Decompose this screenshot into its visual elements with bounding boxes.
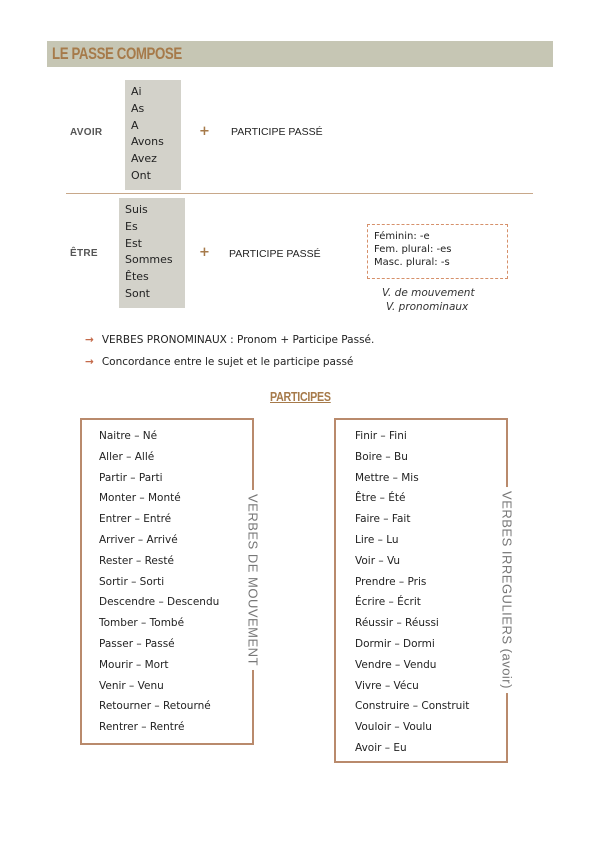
list-item: Écrire – Écrit — [355, 596, 421, 609]
note-mouvement: V. de mouvement — [382, 287, 475, 299]
list-item: Sortir – Sorti — [99, 575, 165, 588]
etre-result: PARTICIPE PASSÉ — [229, 248, 321, 260]
list-item: Réussir – Réussi — [355, 617, 439, 630]
mouvement-side-label: VERBES DE MOUVEMENT — [246, 490, 261, 670]
avoir-form: A — [131, 118, 139, 132]
avoir-form: Avez — [131, 152, 157, 166]
avoir-form: Ai — [131, 85, 142, 98]
list-item: Rester – Resté — [99, 554, 174, 567]
note-pronominaux: V. pronominaux — [386, 301, 469, 313]
list-item: Tomber – Tombé — [99, 617, 185, 630]
list-item: Descendre – Descendu — [99, 596, 220, 609]
list-item: Aller – Allé — [99, 450, 155, 463]
etre-form: Es — [125, 219, 138, 233]
irreguliers-list-box — [334, 418, 508, 763]
mouvement-list — [82, 420, 252, 738]
etre-form: Est — [125, 236, 142, 250]
agreement-box — [367, 224, 508, 279]
title-bar — [47, 41, 553, 67]
list-item: Voir – Vu — [355, 554, 401, 567]
bullet-text: VERBES PRONOMINAUX : Pronom + Participe Passé. — [101, 334, 375, 346]
avoir-conjugation-box — [125, 80, 181, 190]
agreement-rule: Fem. plural: -es — [374, 244, 452, 255]
etre-form: Suis — [125, 203, 148, 216]
irreguliers-list — [336, 420, 506, 759]
list-item: Vouloir – Voulu — [355, 721, 432, 734]
list-item: Partir – Parti — [99, 471, 163, 484]
list-item: Entrer – Entré — [99, 513, 172, 526]
etre-conjugation-box — [119, 198, 185, 308]
list-item: Mettre – Mis — [355, 471, 419, 484]
plus-sign: + — [199, 124, 210, 139]
arrow-right-icon: → — [85, 334, 94, 346]
section-divider — [66, 193, 533, 194]
list-item: Être – Été — [355, 492, 406, 505]
list-item: Boire – Bu — [355, 450, 408, 463]
list-item: Retourner – Retourné — [99, 700, 211, 713]
agreement-rule: Féminin: -e — [374, 231, 430, 242]
bullet-pronominaux — [85, 334, 374, 346]
bullet-text: Concordance entre le sujet et le participe passé — [101, 356, 354, 368]
list-item: Prendre – Pris — [355, 575, 427, 588]
plus-sign: + — [199, 245, 210, 260]
list-item: Dormir – Dormi — [355, 637, 435, 650]
avoir-form: As — [131, 101, 145, 115]
agreement-rule: Masc. plural: -s — [374, 257, 450, 268]
list-item: Lire – Lu — [355, 533, 399, 546]
etre-form: Sont — [125, 286, 150, 300]
list-item: Construire – Construit — [355, 700, 470, 713]
list-item: Passer – Passé — [99, 637, 175, 650]
list-item: Arriver – Arrivé — [99, 533, 178, 546]
list-item: Vendre – Vendu — [355, 658, 437, 671]
avoir-result: PARTICIPE PASSÉ — [231, 126, 323, 138]
list-item: Venir – Venu — [99, 679, 164, 692]
avoir-form: Ont — [131, 168, 151, 182]
list-item: Finir – Fini — [355, 430, 407, 442]
etre-form: Sommes — [125, 253, 173, 267]
list-item: Monter – Monté — [99, 492, 181, 505]
bullet-concordance — [85, 356, 353, 368]
list-item: Vivre – Vécu — [355, 679, 419, 692]
etre-form: Êtes — [125, 270, 149, 284]
list-item: Faire – Fait — [355, 513, 411, 526]
list-item: Mourir – Mort — [99, 658, 169, 671]
list-item: Avoir – Eu — [355, 741, 407, 754]
mouvement-list-box — [80, 418, 254, 745]
irreguliers-side-label: VERBES IRREGULIERS (avoir) — [500, 487, 515, 693]
list-item: Naitre – Né — [99, 430, 158, 442]
page-title: LE PASSE COMPOSE — [52, 44, 182, 63]
arrow-right-icon: → — [85, 356, 94, 368]
participes-heading: PARTICIPES — [270, 389, 331, 404]
list-item: Rentrer – Rentré — [99, 721, 185, 734]
avoir-form: Avons — [131, 135, 164, 149]
avoir-label: AVOIR — [70, 127, 103, 138]
etre-label: ÊTRE — [70, 248, 98, 259]
